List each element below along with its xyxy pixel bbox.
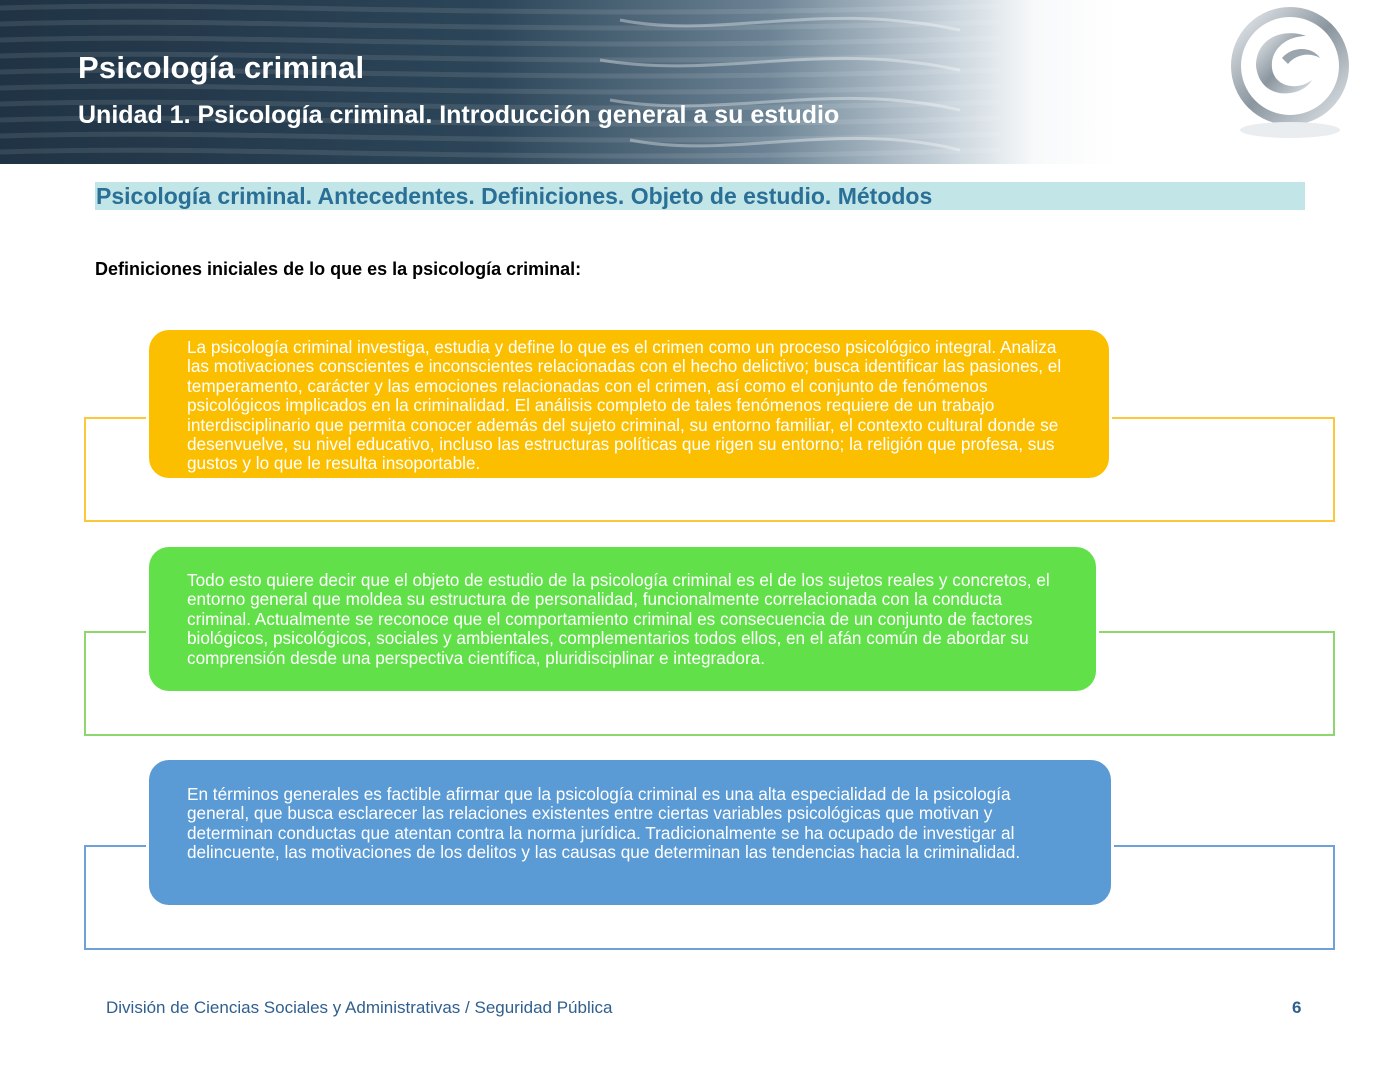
swirl-logo-icon — [1226, 6, 1356, 146]
page-title: Psicología criminal — [78, 50, 365, 85]
definition-text-2: Todo esto quiere decir que el objeto de estudio de la psicología criminal es el de los sujetos reales y concretos, el entorno general que moldea su estructura de personalidad, funcionalmente correlacionada con la conducta criminal. Actualmente se reconoce que el comportamiento criminal es consecuencia de un conjunto de factores biológicos, psicológicos, sociales y ambientales, complementarios todos ellos, en el afán común de abordar su comprensión desde una perspectiva científica, pluridisciplinar e integradora. — [187, 570, 1050, 668]
definitions-subheading: Definiciones iniciales de lo que es la psicología criminal: — [95, 259, 582, 279]
definition-card-2 — [149, 547, 1096, 691]
header-banner — [0, 0, 1397, 164]
definition-text-1: La psicología criminal investiga, estudia y define lo que es el crimen como un proceso psicológico integral. Analiza las motivaciones conscientes e inconscientes relacionadas con el hecho delictivo; busca identificar las pasiones, el temperamento, carácter y las emociones relacionadas con el crimen, así como el conjunto de fenómenos psicológicos implicados en la criminalidad. El análisis completo de tales fenómenos requiere de un trabajo interdisciplinario que permita conocer además del sujeto criminal, su entorno familiar, el contexto cultural donde se desenvuelve, su nivel educativo, incluso las estructuras políticas que rigen su entorno; la religión que profesa, sus gustos y lo que le resulta insoportable. — [187, 337, 1062, 474]
definition-text-3: En términos generales es factible afirmar que la psicología criminal es una alta especialidad de la psicología general, que busca esclarecer las relaciones existentes entre ciertas variables psicológicas que motivan y determinan conductas que atentan contra la norma jurídica. Tradicionalmente se ha ocupado de investigar al delincuente, las motivaciones de los delitos y las causas que determinan las tendencias hacia la criminalidad. — [187, 784, 1021, 863]
page-number: 6 — [1292, 998, 1302, 1017]
section-title: Psicología criminal. Antecedentes. Definiciones. Objeto de estudio. Métodos — [96, 183, 933, 209]
definition-card-1 — [149, 330, 1109, 478]
unit-subtitle: Unidad 1. Psicología criminal. Introducción general a su estudio — [78, 101, 840, 129]
definition-card-3 — [149, 760, 1111, 905]
footer-division: División de Ciencias Sociales y Administrativas / Seguridad Pública — [106, 998, 613, 1017]
